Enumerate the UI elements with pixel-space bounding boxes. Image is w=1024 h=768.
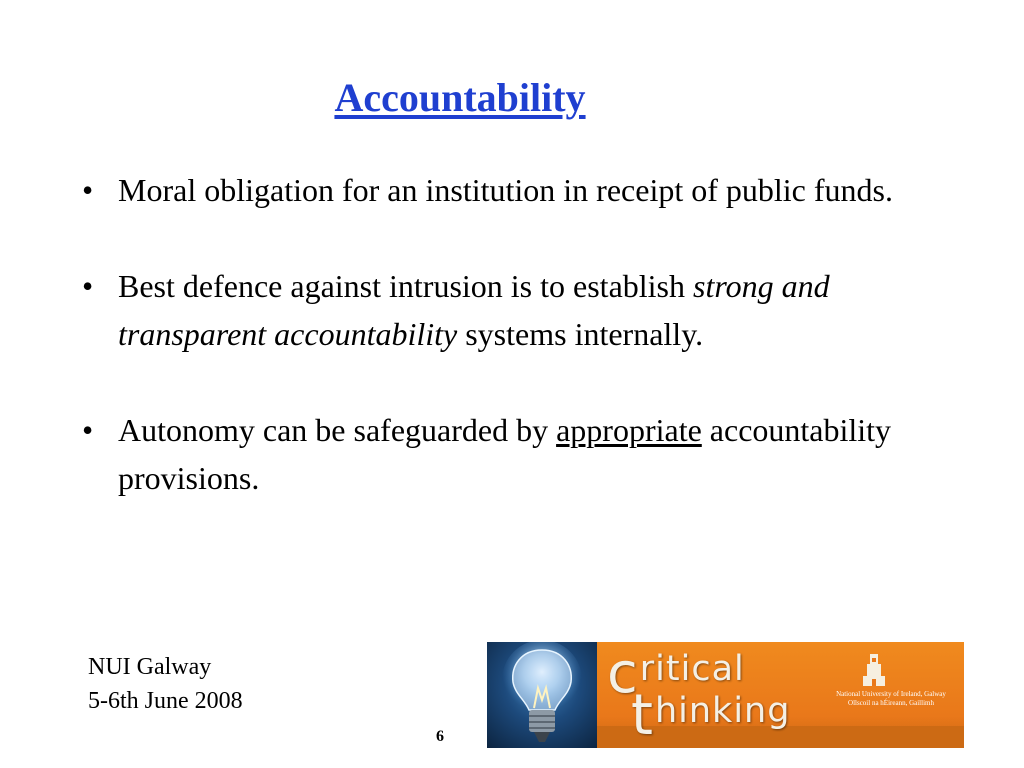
bullet-marker: • <box>82 412 94 448</box>
banner-word-thinking: thinking <box>631 683 791 748</box>
bullet-item <box>82 406 902 502</box>
bullet-underlined: appropriate <box>556 412 702 448</box>
bullet-emphasis: strong and transparent accountability <box>118 268 830 352</box>
banner-orange-panel <box>597 642 964 748</box>
bullet-text: Autonomy can be safeguarded by <box>118 412 557 448</box>
bullet-item <box>82 262 902 358</box>
critical-thinking-banner <box>487 642 964 748</box>
bullet-marker: • <box>82 268 94 304</box>
bullet-text: systems internally. <box>457 316 704 352</box>
footer-date: 5-6th June 2008 <box>88 688 243 714</box>
bullet-list <box>82 166 902 550</box>
bullet-text: accountability provisions. <box>118 412 892 496</box>
lightbulb-panel <box>487 642 597 748</box>
footer <box>88 650 243 718</box>
page-number: 6 <box>436 728 444 745</box>
bullet-text: Best defence against intrusion is to establish <box>118 268 693 304</box>
footer-institution: NUI Galway <box>88 654 212 680</box>
university-name: National University of Ireland, Galway Ollscoil na hÉireann, Gaillimh <box>836 690 946 707</box>
bullet-item <box>82 166 902 214</box>
slide-title: Accountability <box>334 75 586 120</box>
university-crest-icon <box>859 652 889 688</box>
lightbulb-icon <box>487 642 597 748</box>
banner-word-critical: critical <box>607 642 745 706</box>
bullet-text: Moral obligation for an institution in receipt of public funds. <box>118 172 893 208</box>
bullet-marker: • <box>82 172 94 208</box>
